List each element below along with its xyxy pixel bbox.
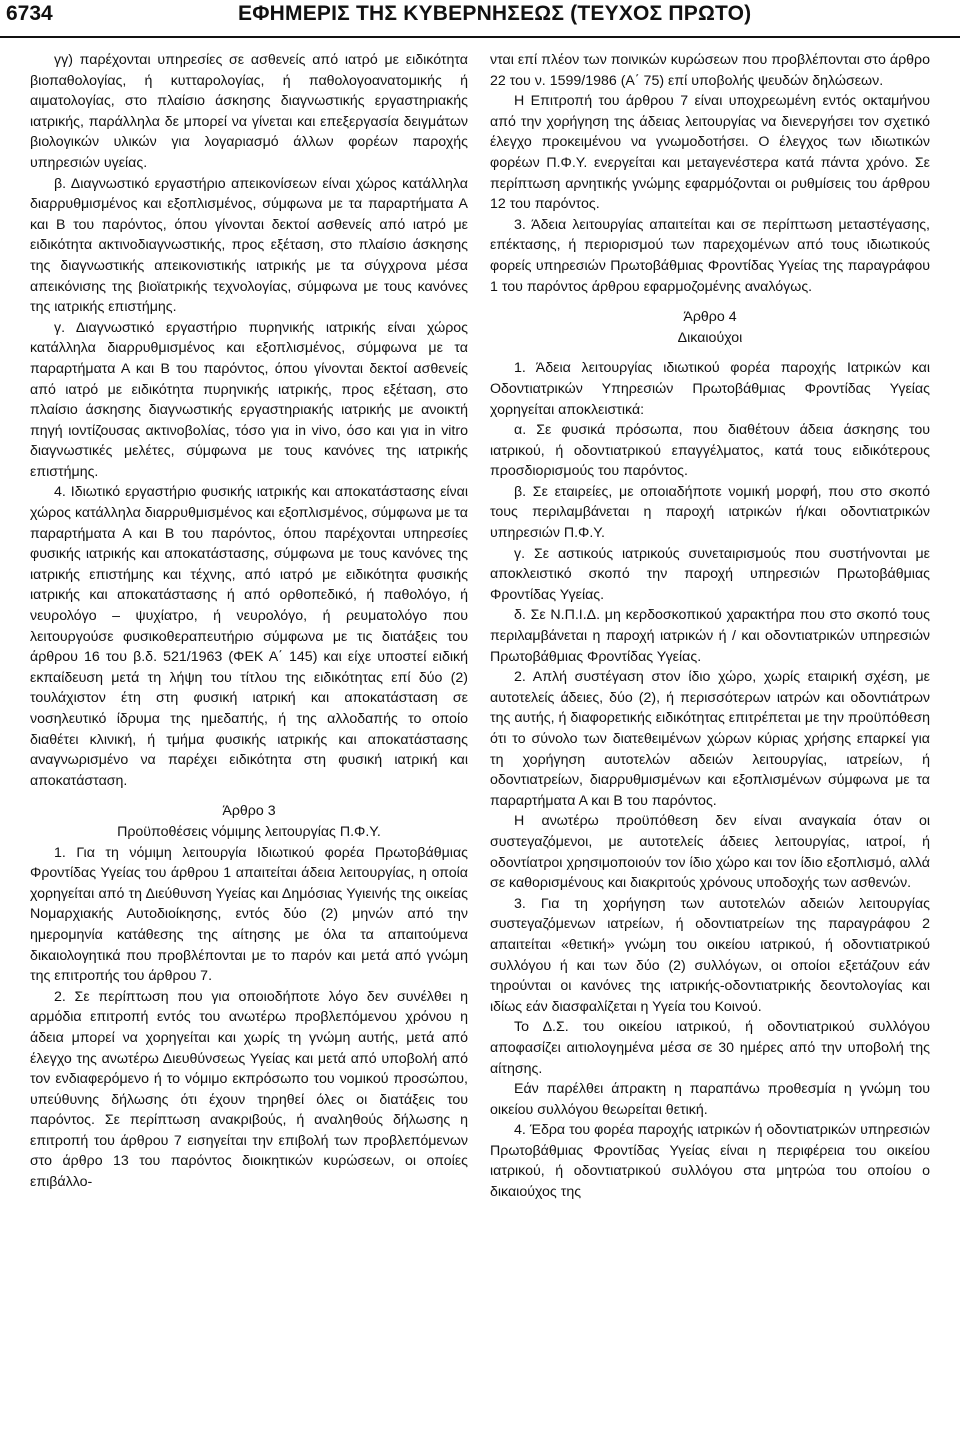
article-4-paragraph-2b: Η ανωτέρω προϋπόθεση δεν είναι αναγκαία όταν οι συστεγαζόμενοι, με αυτοτελείς άδειες λειτουργίας, ιατροί, ή οδοντίατροι χρησιμοποιούν τον ίδιο χώρο και τον ίδιο εξοπλισμό, αλλά σε καθορισμένους και διακριτούς χρόνους υποδοχής των ασθενών. bbox=[490, 813, 930, 892]
continued-paragraph: νται επί πλέον των ποινικών κυρώσεων που προβλέπονται στο άρθρο 22 του ν. 1599/1986 (Α΄ 75) επί υποβολής ψευδών δηλώσεων. bbox=[490, 52, 930, 89]
right-column bbox=[490, 50, 930, 1203]
article-4-number: Άρθρο 4 bbox=[683, 309, 737, 326]
article-4-item-gamma: γ. Σε αστικούς ιατρικούς συνεταιρισμούς που συστήνονται με αποκλειστικό σκοπό την παροχή υπηρεσιών Πρωτοβάθμιας Φροντίδας Υγείας. bbox=[490, 545, 930, 603]
paragraph-beta: β. Διαγνωστικό εργαστήριο απεικονίσεων είναι χώρος κατάλληλα διαρρυθμισμένος και εξοπλισμένος, σύμφωνα με τα παραρτήματα Α και Β του παρόντος, όπου γίνονται δεκτοί ασθενείς από ιατρό με ειδικότητα ακτινοδιαγνωστικής, προς εξέταση, στο πλαίσιο άσκησης της διαγνωστικής απεικονιστικής ιατρικής με τα σύγχρονα μέσα απεικόνισης της βιοϊατρικής τεχνολογίας, σύμφωνα με τους κανόνες της ιατρικής επιστήμης. bbox=[30, 175, 468, 316]
paragraph-committee: Η Επιτροπή του άρθρου 7 είναι υποχρεωμένη εντός οκταμήνου από την χορήγηση της άδειας λειτουργίας να διενεργήσει τον σχετικό έλεγχο προκειμένου να γνωμοδοτήσει. Ο έλεγχος των ιδιωτικών φορέων Π.Φ.Υ. ενεργείται και μεταγενέστερα κατά πάντα χρόνο. Σε περίπτωση αρνητικής γνώμης εφαρμόζονται οι ρυθμίσεις του άρθρου 12 του παρόντος. bbox=[490, 93, 930, 213]
article-4-title: Δικαιούχοι bbox=[677, 329, 743, 346]
article-3-paragraph-2: 2. Σε περίπτωση που για οποιοδήποτε λόγο δεν συνέλθει η αρμόδια επιτροπή εντός του ανωτέρω προβλεπόμενου χρόνου η άδεια μπορεί να χορηγείται και χωρίς τη γνώμη αυτής, μετά από έλεγχο της ανωτέρω Διευθύνσεως Υγείας και μετά από υποβολή από τον ενδιαφερόμενο ή το νόμιμο εκπρόσωπο του νομικού προσώπου, υπεύθυνης δήλωσης ότι έχουν τηρηθεί όλες οι διατάξεις του παρόντος. Σε περίπτωση ανακριβούς, ή αναληθούς δήλωσης η επιτροπή του άρθρου 7 εισηγείται την επιβολή των προβλεπόμενων στο άρθρο 13 του παρόντος διοικητικών κυρώσεων, οι οποίες επιβάλλο- bbox=[30, 988, 468, 1191]
article-4-paragraph-3b: Το Δ.Σ. του οικείου ιατρικού, ή οδοντιατρικού συλλόγου αποφασίζει αιτιολογημένα μέσα σε 30 ημέρες από την υποβολή της αίτησης. bbox=[490, 1019, 930, 1077]
paragraph-4: 4. Ιδιωτικό εργαστήριο φυσικής ιατρικής και αποκατάστασης είναι χώρος κατάλληλα διαρρυθμισμένος και εξοπλισμένος, σύμφωνα με τα παραρτήματα Α και Β του παρόντος, όπου παρέχονται υπηρεσίες φυσικής ιατρικής και αποκατάστασης, σύμφωνα με τους κανόνες της ιατρικής επιστήμης και τέχνης, από ιατρό με ειδικότητα φυσικής ιατρικής και αποκατάστασης ή από ορθοπεδικό, ή παθολόγο, ή νευρολόγο – ψυχίατρο, ή νευρολόγο, ή ρευματολόγο που λειτουργούσε φυσικοθεραπευτήριο σύμφωνα με τις διατάξεις του άρθρου 16 του β.δ. 521/1963 (ΦΕΚ Α΄ 145) και είχε υποστεί ειδική εκπαίδευση μετά τη λήψη του τίτλου της ειδικότητας επί δύο (2) τουλάχιστον έτη στη φυσική ιατρική και αποκατάσταση σε νοσηλευτικό ίδρυμα της ημεδαπής, ή της αλλοδαπής το οποίο διαθέτει κλινική, ή τμήμα φυσικής ιατρικής και αποκατάστασης αναγνωρισμένο να παρέχει ειδικότητα στη φυσική ιατρική και αποκατάσταση. bbox=[30, 484, 468, 789]
paragraph-gamma: γ. Διαγνωστικό εργαστήριο πυρηνικής ιατρικής είναι χώρος κατάλληλα διαρρυθμισμένος και εξοπλισμένος, σύμφωνα με τα παραρτήματα Α και Β του παρόντος, όπου γίνονται δεκτοί ασθενείς από ιατρό με ειδικότητα πυρηνικής ιατρικής, προς εξέταση, στο πλαίσιο άσκησης διαγνωστικής εργαστηριακής ιατρικής με ανοικτή πηγή ιοντίζουσας ακτινοβολίας, τόσο για in vivo, όσο και για in vitro διαγνωστικές μελέτες, σύμφωνα με τους κανόνες της ιατρικής επιστήμης. bbox=[30, 319, 468, 480]
article-4-item-delta: δ. Σε Ν.Π.Ι.Δ. μη κερδοσκοπικού χαρακτήρα που στο σκοπό τους περιλαμβάνεται η παροχή ιατρικών ή / και οδοντιατρικών υπηρεσιών Πρωτοβάθμιας Φροντίδας Υγείας. bbox=[490, 607, 930, 665]
article-4-paragraph-2: 2. Απλή συστέγαση στον ίδιο χώρο, χωρίς εταιρική σχέση, με αυτοτελείς άδειες, δύο (2), ή περισσότερων ιατρών και οδοντιάτρων της αυτής, ή διαφορετικής ειδικότητας επιτρέπεται με την προϋπόθεση ότι το σύνολο των διατεθειμένων χώρων κύριας χρήσης επαρκεί για τη χορήγηση αυτοτελών αδειών λειτουργίας, ιατρείων, ή οδοντιατρείων, διαρρυθμισμένων και εξοπλισμένων σύμφωνα με τα παραρτήματα Α και Β του παρόντος. bbox=[490, 669, 930, 809]
article-3-title: Προϋποθέσεις νόμιμης λειτουργίας Π.Φ.Υ. bbox=[117, 823, 381, 840]
gazette-title: ΕΦΗΜΕΡΙΣ ΤΗΣ ΚΥΒΕΡΝΗΣΕΩΣ (ΤΕΥΧΟΣ ΠΡΩΤΟ) bbox=[238, 2, 752, 25]
left-column bbox=[30, 50, 468, 1193]
article-4-paragraph-4: 4. Έδρα του φορέα παροχής ιατρικών ή οδοντιατρικών υπηρεσιών Πρωτοβάθμιας Φροντίδας Υγείας είναι η περιφέρεια του οικείου ιατρικού, ή οδοντιατρικού συλλόγου στα μητρώα του οποίου ο δικαιούχος της bbox=[490, 1122, 930, 1201]
article-3-number: Άρθρο 3 bbox=[222, 803, 276, 820]
paragraph-gamma-gamma: γγ) παρέχονται υπηρεσίες σε ασθενείς από ιατρό με ειδικότητα βιοπαθολογίας, ή κυτταρολογίας, ή παθολογοανατομικής ή αιματολογίας, στο πλαίσιο άσκησης διαγνωστικής εργαστηριακής ιατρικής, παράλληλα δε μπορεί να γίνεται και επεξεργασία δειγμάτων βιολογικών υλικών για λογαριασμό άλλων φορέων παροχής υπηρεσιών υγείας. bbox=[30, 52, 468, 171]
article-4-paragraph-3: 3. Για τη χορήγηση των αυτοτελών αδειών λειτουργίας συστεγαζόμενων ιατρείων, ή οδοντιατρείων της παραγράφου 2 απαιτείται «θετική» γνώμη του οικείου ιατρικού, ή οδοντιατρικού συλλόγου ή και των δύο (2) συλλόγων, οι οποίοι εξετάζουν εάν τηρούνται οι κανόνες της ιατρικής-οδοντιατρικής δεοντολογίας και ιδίως εάν διασφαλίζεται η Υγεία του Κοινού. bbox=[490, 895, 930, 1015]
article-3-paragraph-3: 3. Άδεια λειτουργίας απαιτείται και σε περίπτωση μεταστέγασης, επέκτασης, ή περιορισμού των παρεχομένων από τους ιδιωτικούς φορείς υπηρεσιών Πρωτοβάθμιας Φροντίδας Υγείας της παραγράφου 1 του παρόντος άρθρου εφαρμοζομένης αναλόγως. bbox=[490, 216, 930, 295]
article-4-item-beta: β. Σε εταιρείες, με οποιαδήποτε νομική μορφή, που στο σκοπό τους περιλαμβάνεται η παροχή ιατρικών ή/και οδοντιατρικών υπηρεσιών Π.Φ.Υ. bbox=[490, 483, 930, 542]
article-4-paragraph-1: 1. Άδεια λειτουργίας ιδιωτικού φορέα παροχής Ιατρικών και Οδοντιατρικών Υπηρεσιών Πρωτοβάθμιας Φροντίδας Υγείας χορηγείται αποκλειστικά: bbox=[490, 360, 930, 418]
page-header bbox=[0, 0, 960, 38]
article-4-paragraph-3c: Εάν παρέλθει άπρακτη η παραπάνω προθεσμία η γνώμη του οικείου συλλόγου θεωρείται θετική. bbox=[490, 1081, 930, 1118]
article-4-item-alpha: α. Σε φυσικά πρόσωπα, που διαθέτουν άδεια άσκησης του ιατρικού, ή οδοντιατρικού επαγγέλματος, κατά τους ειδικότερους προσδιορισμούς του παρόντος. bbox=[490, 422, 930, 480]
page-number: 6734 bbox=[6, 2, 53, 25]
article-3-paragraph-1: 1. Για τη νόμιμη λειτουργία Ιδιωτικού φορέα Πρωτοβάθμιας Φροντίδας Υγείας του άρθρου 1 απαιτείται άδεια λειτουργίας, η οποία χορηγείται από τη Διεύθυνση Υγείας και Δημόσιας Υγιεινής της οικείας Νομαρχιακής Αυτοδιοίκησης, εντός δύο (2) μηνών από την ημερομηνία κατάθεσης της αίτησης με όλα τα απαιτούμενα δικαιολογητικά που προβλέπονται με το παρόν και μετά από γνώμη της επιτροπής του άρθρου 7. bbox=[30, 844, 468, 985]
